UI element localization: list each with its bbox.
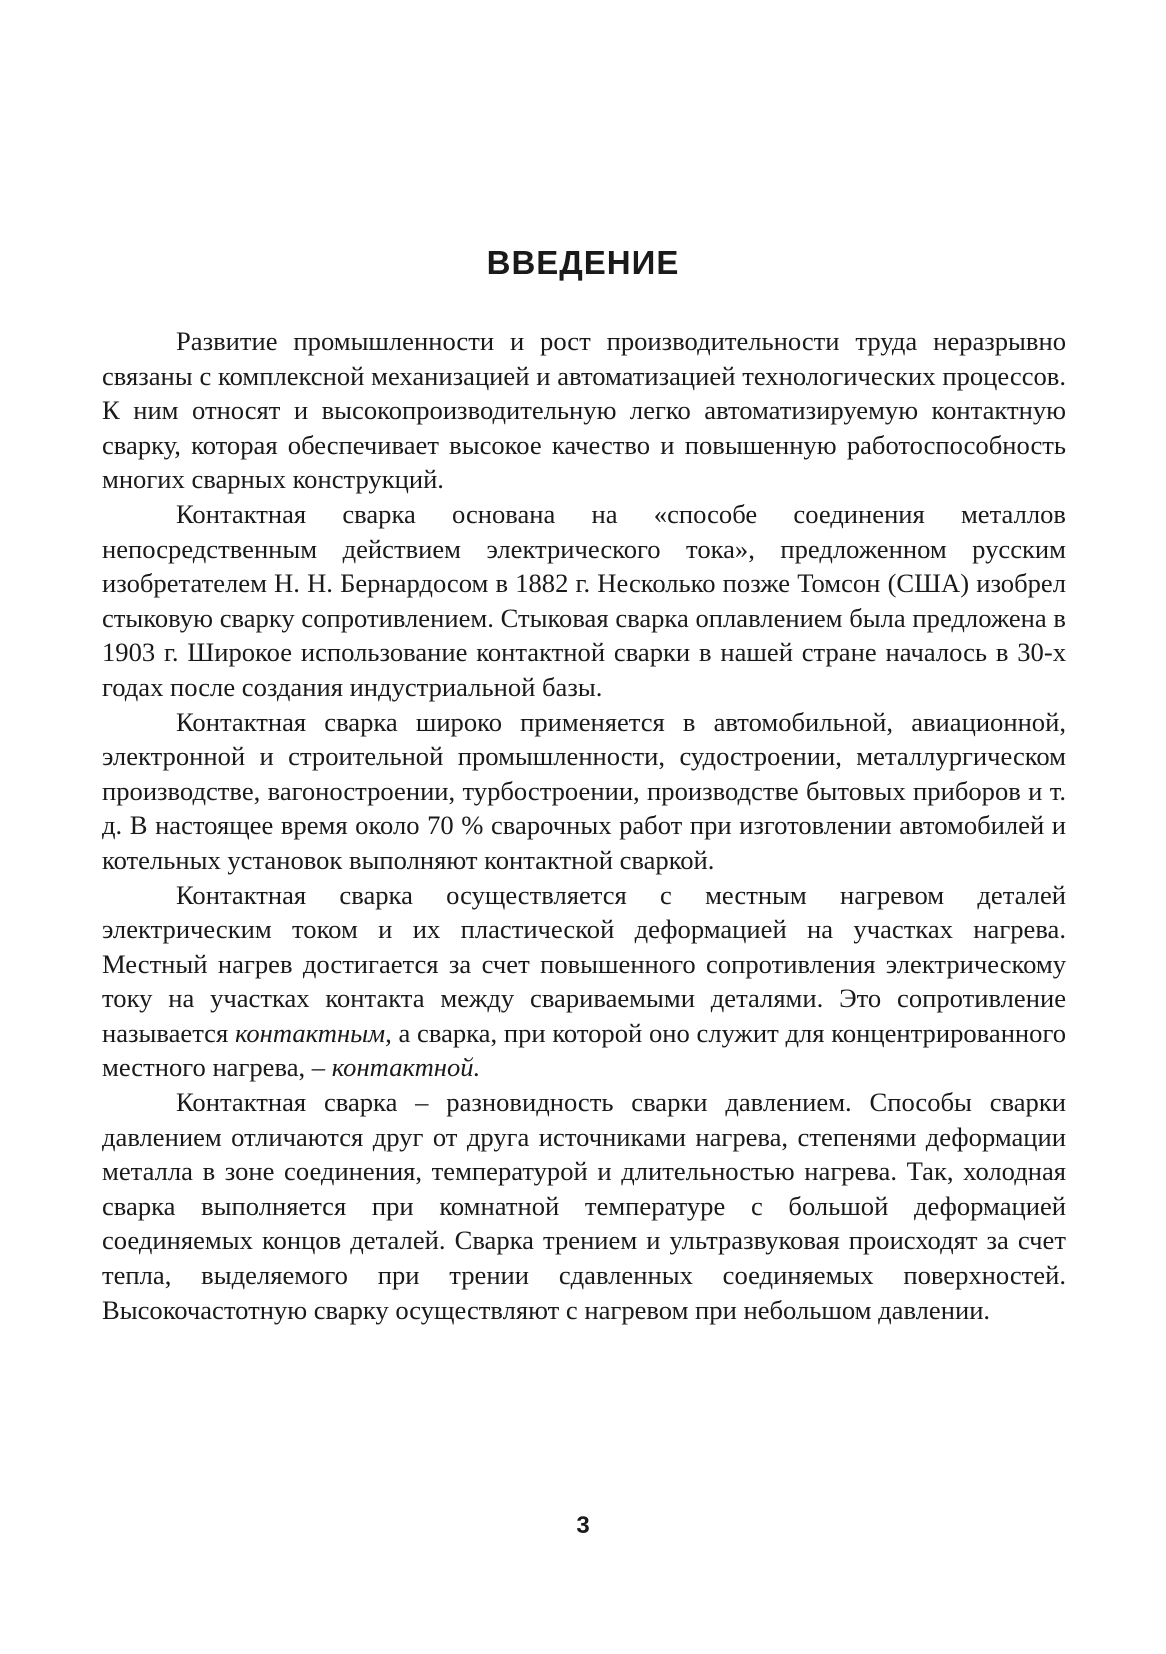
paragraph-4-text-a: Контактная сварка осуществляется с местным нагревом деталей электрическим током и их пластической деформацией на участках нагрева. Местный нагрев достигается за счет повышенного сопротивления электрическому току на участках контакта между свариваемыми деталями. Это сопротивление называется <box>102 879 1066 1048</box>
paragraph-3: Контактная сварка широко применяется в автомобильной, авиационной, электронной и строительной промышленности, судостроении, металлургическом производстве, вагоностроении, турбостроении, производстве бытовых приборов и т. д. В настоящее время около 70 % сварочных работ при изготовлении автомобилей и котельных установок выполняют контактной сваркой. <box>102 706 1066 875</box>
page-number: 3 <box>576 1512 590 1539</box>
paragraph-1: Развитие промышленности и рост производительности труда неразрывно связаны с комплексной механизацией и автоматизацией технологических процессов. К ним относят и высокопроизводительную легко автоматизируемую контактную сварку, которая обеспечивает высокое качество и повышенную работоспособность многих сварных конструкций. <box>102 326 1066 495</box>
page-title: ВВЕДЕНИЕ <box>486 244 680 281</box>
paragraph-4-text-b: а сварка, при которой оно служит для концентрированного местного нагрева, – <box>102 1017 1066 1083</box>
paragraph-5: Контактная сварка – разновидность сварки давлением. Способы сварки давлением отличаются друг от друга источниками нагрева, степенями деформации металла в зоне соединения, температурой и длительностью нагрева. Так, холодная сварка выполняется при комнатной температуре с большой деформацией соединяемых концов деталей. Сварка трением и ультразвуковая происходят за счет тепла, выделяемого при трении сдавленных соединяемых поверхностей. Высокочастотную сварку осуществляют с нагревом при небольшом давлении. <box>102 1087 1066 1325</box>
term-contact-resistance: контактным, <box>234 1017 392 1048</box>
paragraph-4 <box>102 878 1066 1086</box>
body-text <box>102 324 1066 1327</box>
term-contact-welding: контактной. <box>331 1052 481 1083</box>
paragraph-2: Контактная сварка основана на «способе соединения металлов непосредственным действием электрического тока», предложенном русским изобретателем Н. Н. Бернардосом в 1882 г. Несколько позже Томсон (США) изобрел стыковую сварку сопротивлением. Стыковая сварка оплавлением была предложена в 1903 г. Широкое использование контактной сварки в нашей стране началось в 30-х годах после создания индустриальной базы. <box>102 498 1066 702</box>
